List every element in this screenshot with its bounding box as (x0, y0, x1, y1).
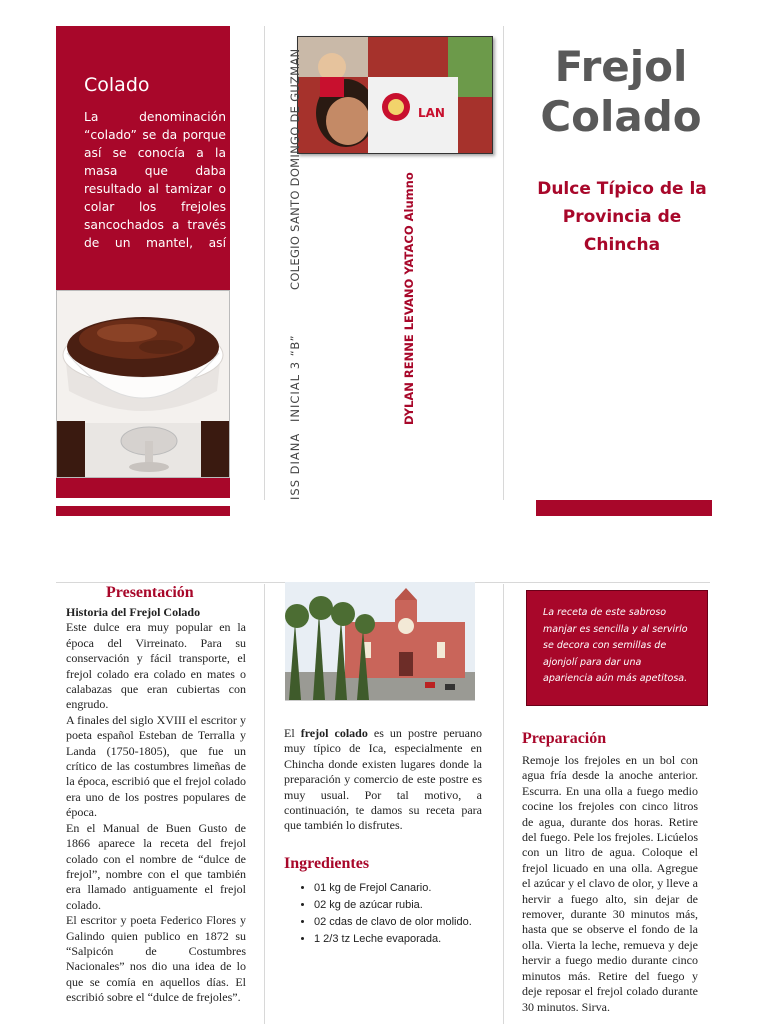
presentacion-paragraph-1: Este dulce era muy popular en la época del Virreinato. Para su conservación y fácil transporte, el frejol colado era colado en mates o calabazas que eran cubiertas con engrudo. (66, 620, 246, 712)
preparacion-text: Remoje los frejoles en un bol con agua fría desde la anoche anterior. Escurra. En una olla a fuego medio cocine los frejoles con cinco litros de agua, durante dos horas. Retire del fuego. Pele los frejoles. Licúelos con un litro de agua. Coloque el frejol licuado en una olla. Agregue el azúcar y el clavo de olor, y lleve a hervir a fuego alto, sin dejar de remover, durante 30 minutos más, hasta que se observe el fondo de la olla. Vierta la leche, remueva y deje hervir a fuego medio durante cinco minutos más. Retire del fuego y deje reposar el frejol colado durante 30 minutos. Sirva. (522, 753, 698, 1014)
ingredientes-heading: Ingredientes (284, 855, 370, 872)
teacher-name: ISS DIANA (288, 432, 302, 500)
ingredient-item: • 02 kg de azúcar rubia. (314, 897, 484, 914)
colado-title: Colado (84, 74, 150, 96)
svg-text:LAN: LAN (418, 106, 445, 120)
ingredient-item: • 02 cdas de clavo de olor molido. (314, 914, 484, 931)
quote-box (526, 590, 708, 706)
student-name: DYLAN RENNE LEVANO YATACO Alumno (402, 172, 416, 425)
cover-title-line2: Colado (540, 92, 702, 141)
church-photo (285, 582, 475, 701)
preparacion-heading: Preparación (522, 730, 607, 747)
presentacion-body (66, 605, 246, 1006)
presentacion-heading: Presentación (106, 584, 194, 601)
presentacion-paragraph-4: El escritor y poeta Federico Flores y Galindo quien publico en 1872 su “Salpicón de Costumbres Nacionales” nos dio una idea de lo que se comía en aquellos días. El escribió sobre el “dulce de frejoles”. (66, 913, 246, 1005)
ingredient-item: • 1 2/3 tz Leche evaporada. (314, 931, 484, 948)
intro-paragraph (284, 726, 482, 834)
school-name: COLEGIO SANTO DOMINGO DE GUZMAN (288, 48, 302, 290)
ingredient-item: • 01 kg de Frejol Canario. (314, 880, 484, 897)
presentacion-subheading: Historia del Frejol Colado (66, 605, 201, 619)
intro-text-end: es un postre peruano muy típico de Ica, especialmente en Chincha donde existen lugares donde la preparación y comercio de este postre es muy usual. Por tal motivo, a continuación, te damos su receta para que también lo disfrutes. (284, 726, 482, 833)
intro-bold: frejol colado (300, 726, 368, 740)
cover-subtitle: Dulce Típico de la Provincia de Chincha (537, 179, 707, 255)
child-photo (297, 36, 493, 154)
colado-bottom-bar (56, 506, 230, 516)
frejol-bowl-photo (56, 290, 230, 478)
ingredientes-list (284, 880, 484, 948)
presentacion-paragraph-2: A finales del siglo XVIII el escritor y poeta español Esteban de Terralla y Landa (1750-1805), que fue un crítico de las costumbres limeñas de la época, escribió que el frejol colado era uno de los postres populares de época. (66, 712, 246, 820)
cover-title-line1: Frejol (554, 42, 688, 91)
quote-text: La receta de este sabroso manjar es sencilla y al servirlo se decora con semillas de ajonjolí para dar una apariencia aún más apetitosa. (543, 607, 688, 684)
intro-text-start: El (284, 726, 301, 740)
cover-title (520, 42, 722, 142)
cover-bottom-bar (536, 500, 712, 516)
presentacion-paragraph-3: En el Manual de Buen Gusto de 1866 aparece la receta del frejol colado con el nombre de “dulce de frejol”, nombre con el que también era llamado antiguamente el frejol colado. (66, 820, 246, 912)
class-level: INICIAL 3 “B” (288, 334, 302, 422)
colado-text: La denominación “colado” se da porque así se conocía a la masa que daba resultado al tamizar o colar los frejoles sancochados a través de un mantel, así (84, 110, 226, 250)
